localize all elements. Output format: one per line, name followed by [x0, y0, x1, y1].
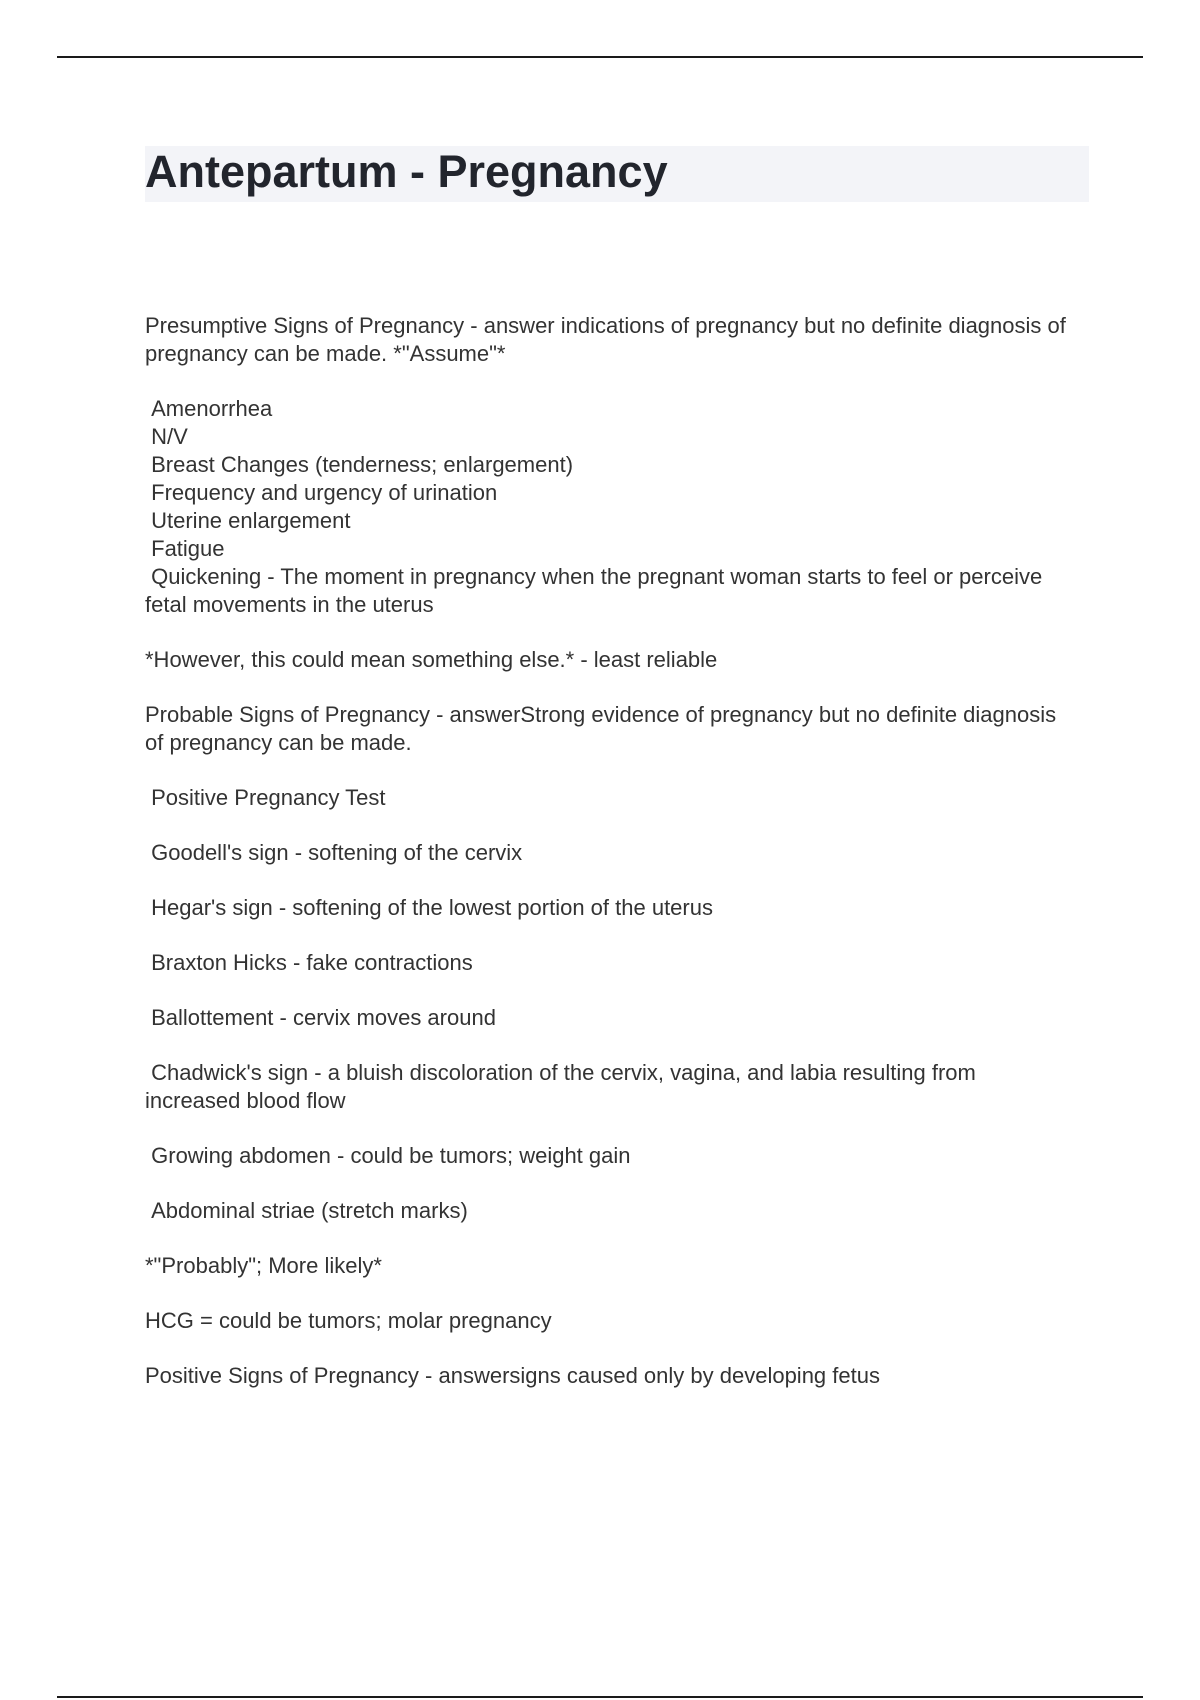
presumptive-item: Quickening - The moment in pregnancy when the pregnant woman starts to feel or perceive fetal movements in the uterus [145, 564, 1049, 617]
probable-item: Braxton Hicks - fake contractions [145, 950, 473, 975]
presumptive-item: Uterine enlargement [145, 508, 351, 533]
probable-item: Positive Pregnancy Test [145, 785, 386, 810]
probable-note: *"Probably"; More likely* [145, 1253, 382, 1278]
probable-item: Goodell's sign - softening of the cervix [145, 840, 523, 865]
presumptive-note: *However, this could mean something else.* - least reliable [145, 647, 718, 672]
presumptive-item: Fatigue [145, 536, 225, 561]
top-rule [57, 56, 1143, 58]
presumptive-item: Breast Changes (tenderness; enlargement) [145, 452, 574, 477]
presumptive-item: Frequency and urgency of urination [145, 480, 498, 505]
probable-heading: Probable Signs of Pregnancy - answerStrong evidence of pregnancy but no definite diagnosis of pregnancy can be made. [145, 702, 1063, 755]
probable-item: Growing abdomen - could be tumors; weight gain [145, 1143, 631, 1168]
presumptive-item: Amenorrhea [145, 396, 273, 421]
presumptive-heading: Presumptive Signs of Pregnancy - answer indications of pregnancy but no definite diagnosis of pregnancy can be made. *"Assume"* [145, 313, 1072, 366]
hcg-note: HCG = could be tumors; molar pregnancy [145, 1308, 552, 1333]
probable-item: Chadwick's sign - a bluish discoloration of the cervix, vagina, and labia resulting from increased blood flow [145, 1060, 982, 1113]
page-title: Antepartum - Pregnancy [145, 146, 668, 197]
presumptive-item: N/V [145, 424, 188, 449]
probable-item: Hegar's sign - softening of the lowest portion of the uterus [145, 895, 713, 920]
probable-item: Abdominal striae (stretch marks) [145, 1198, 468, 1223]
bottom-rule [57, 1696, 1143, 1698]
document-body [145, 312, 1075, 1390]
probable-item: Ballottement - cervix moves around [145, 1005, 496, 1030]
positive-heading: Positive Signs of Pregnancy - answersigns caused only by developing fetus [145, 1363, 880, 1388]
